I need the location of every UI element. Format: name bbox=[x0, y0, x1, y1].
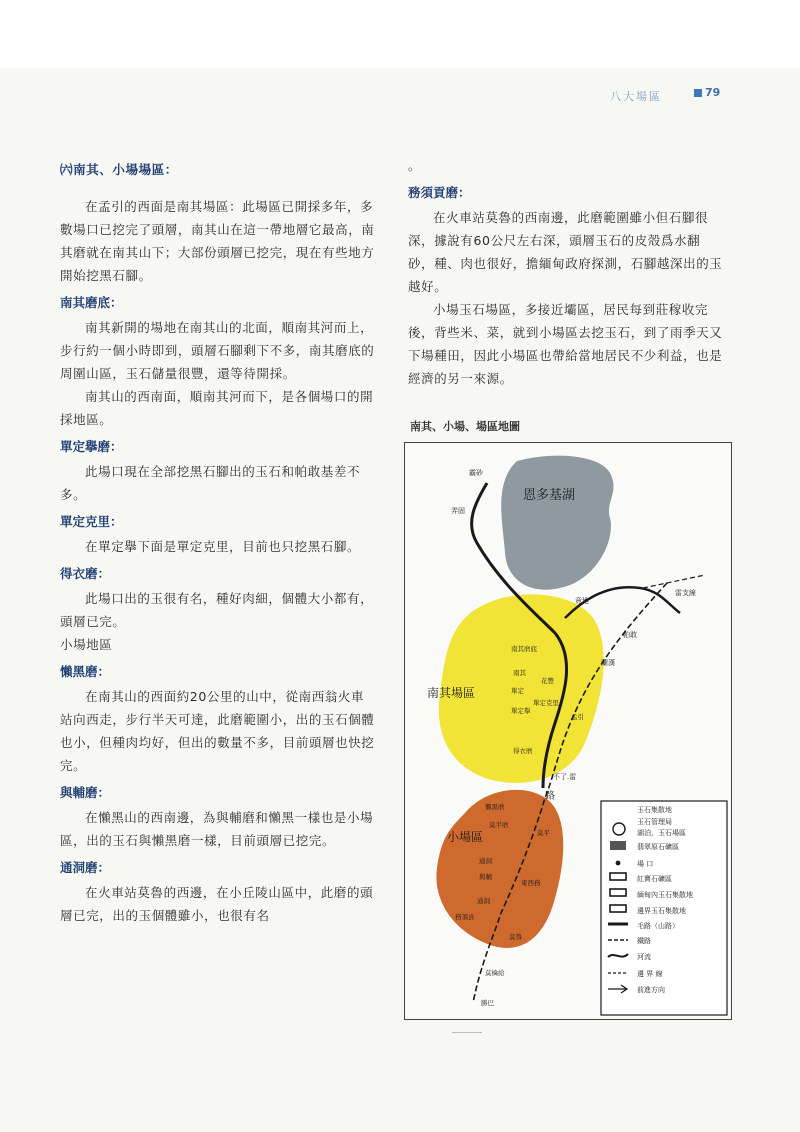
lake-region bbox=[501, 456, 613, 590]
place-label: 莫魯 bbox=[509, 933, 522, 941]
place-label: 單定擧 bbox=[511, 707, 531, 715]
tongdong-paragraph: 在火車站莫魯的西邊，在小丘陵山區中，此磨的頭層已完，出的玉個體雖小，也很有名 bbox=[60, 885, 374, 923]
nanqi-base-paragraph: 南其新開的場地在南其山的北面，順南其河而上，步行約一個小時即到，頭層石腳剩下不多，南其磨底的周圍山區，玉石儲量很豐，還等待開採。 bbox=[60, 320, 375, 381]
legend-label: 邊 界 線 bbox=[637, 970, 663, 978]
continuation-mark: 。 bbox=[408, 158, 422, 173]
map-legend bbox=[601, 801, 727, 1015]
heading-dandingbo: 單定擧磨： bbox=[60, 439, 123, 454]
place-label: 莫檎給 bbox=[485, 969, 505, 977]
place-label: 懶黑磨 bbox=[485, 803, 505, 811]
nanqi-area-label: 南其場區 bbox=[427, 686, 476, 700]
place-label: 路 bbox=[545, 791, 555, 802]
legend-label: 紅寶石礦區 bbox=[637, 875, 672, 883]
left-column bbox=[60, 158, 376, 927]
heading-dandingkeli: 單定克里： bbox=[60, 514, 123, 529]
page-number: 79 bbox=[694, 86, 720, 99]
place-label: 莫平 bbox=[537, 829, 550, 837]
small-area-paragraph: 小場玉石場區，多接近壩區，居民每到莊稼收完後，背些米、菜，就到小場區去挖玉石，到了雨季天又下場種田，因此小場區也帶給當地居民不少利益，也是經濟的另一來源。 bbox=[408, 302, 723, 386]
place-label: 南其磨底 bbox=[511, 645, 537, 653]
legend-label: 鐵路 bbox=[637, 937, 651, 945]
nanqi-southwest-paragraph: 南其山的西南面，順南其河而下，是各個場口的開採地區。 bbox=[60, 389, 374, 427]
pit-legend-icon bbox=[616, 861, 621, 866]
square-bullet-icon bbox=[694, 89, 702, 97]
intro-paragraph: 在孟引的西面是南其場區：此場區已開採多年，多數場口已挖完了頭層，南其山在這一帶地層它最高，南其磨就在南其山下；大部份頭層已挖完，現在有些地方開始挖黑石腳。 bbox=[60, 199, 375, 283]
place-label: 與輔 bbox=[479, 873, 492, 881]
dandingbo-paragraph: 此場口現在全部挖黑石腳出的玉石和帕敢基差不多。 bbox=[60, 464, 361, 502]
place-label: 務須貢 bbox=[455, 913, 475, 921]
heading-wuxu: 務須貢磨： bbox=[408, 185, 471, 200]
running-head: 八大場區 bbox=[610, 90, 662, 103]
legend-label: 緬甸內玉石集散地 bbox=[637, 891, 693, 899]
place-label: 弄固 bbox=[451, 507, 465, 515]
legend-label: 翡翠原石礦區 bbox=[637, 843, 679, 851]
legend-label: 前進方向 bbox=[637, 986, 665, 994]
map-svg bbox=[405, 443, 731, 1019]
heading-deyi: 得衣磨： bbox=[60, 566, 111, 581]
place-label: 蘭漢 bbox=[601, 659, 615, 667]
place-label: 單定克里 bbox=[533, 699, 559, 707]
place-label: 南其 bbox=[513, 669, 526, 677]
place-label: 霸砂 bbox=[469, 469, 483, 477]
yifu-paragraph: 在懶黑山的西南邊，為與輔磨和懶黑一樣也是小場區，出的玉石與懶黑磨一樣，目前頭層已挖完。 bbox=[60, 810, 374, 848]
lanhei-paragraph: 在南其山的西面約20公里的山中，從南西翁火車站向西走，步行半天可達，此磨範圍小，出的玉石個體也小，但種肉均好，但出的數量不多，目前頭層也快挖完。 bbox=[60, 689, 375, 773]
place-label: 莫半磨 bbox=[489, 821, 509, 829]
right-column bbox=[408, 154, 724, 390]
small-area-region bbox=[436, 790, 563, 948]
lake-label: 恩多基湖 bbox=[523, 488, 576, 503]
mine-area-legend-icon bbox=[610, 841, 626, 850]
small-area-label: 小場區 bbox=[447, 830, 484, 844]
place-label: 花豐 bbox=[541, 677, 554, 685]
border-line-path bbox=[643, 575, 705, 588]
place-label: 勝巴 bbox=[481, 999, 494, 1007]
top-margin bbox=[0, 0, 800, 68]
legend-label: 湖泊，玉石場區 bbox=[637, 829, 686, 837]
legend-label: 河流 bbox=[637, 953, 651, 961]
deyi-paragraph: 此場口出的玉很有名，種好肉細，個體大小都有，頭層已完。 bbox=[60, 591, 374, 629]
legend-label: 邊界玉石集散地 bbox=[637, 907, 686, 915]
legend-label: 毛路（山路） bbox=[637, 922, 679, 930]
place-label: 單定 bbox=[511, 687, 524, 695]
place-label: 竟地 bbox=[575, 597, 589, 605]
place-label: 通洞 bbox=[479, 857, 492, 865]
section-title: ㈥南其、小場場區： bbox=[60, 162, 178, 177]
page-scribble bbox=[452, 1032, 482, 1039]
place-label: 帕敢 bbox=[623, 631, 637, 639]
heading-yifu: 與輔磨： bbox=[60, 785, 111, 800]
legend-label: 玉石集散地 bbox=[637, 806, 672, 814]
place-label: 不了.雷 bbox=[553, 773, 577, 781]
place-label: 東西務 bbox=[521, 879, 541, 887]
place-label: 雷支線 bbox=[675, 589, 696, 597]
map-caption: 南其、小場、場區地圖 bbox=[410, 420, 520, 433]
small-area-heading: 小場地區 bbox=[60, 637, 113, 652]
legend-label: 場 口 bbox=[637, 860, 654, 868]
legend-label: 玉石管理局 bbox=[637, 818, 672, 826]
place-label: 通洞 bbox=[477, 897, 490, 905]
heading-lanhei: 懶黑磨： bbox=[60, 664, 111, 679]
heading-nanqi-base: 南其磨底： bbox=[60, 295, 123, 310]
place-label: 得衣磨 bbox=[513, 747, 533, 755]
heading-tongdong: 通洞磨： bbox=[60, 860, 111, 875]
place-label: 孟引 bbox=[571, 713, 584, 721]
wuxu-paragraph: 在火車站莫魯的西南邊，此磨範圍雖小但石腳很深，據說有60公尺左右深，頭層玉石的皮殼爲水翻砂，種、肉也很好，擔緬甸政府探測，石腳越深出的玉越好。 bbox=[408, 210, 723, 294]
dandingkeli-paragraph: 在單定擧下面是單定克里，目前也只挖黑石腳。 bbox=[85, 539, 361, 554]
area-map bbox=[404, 442, 732, 1020]
